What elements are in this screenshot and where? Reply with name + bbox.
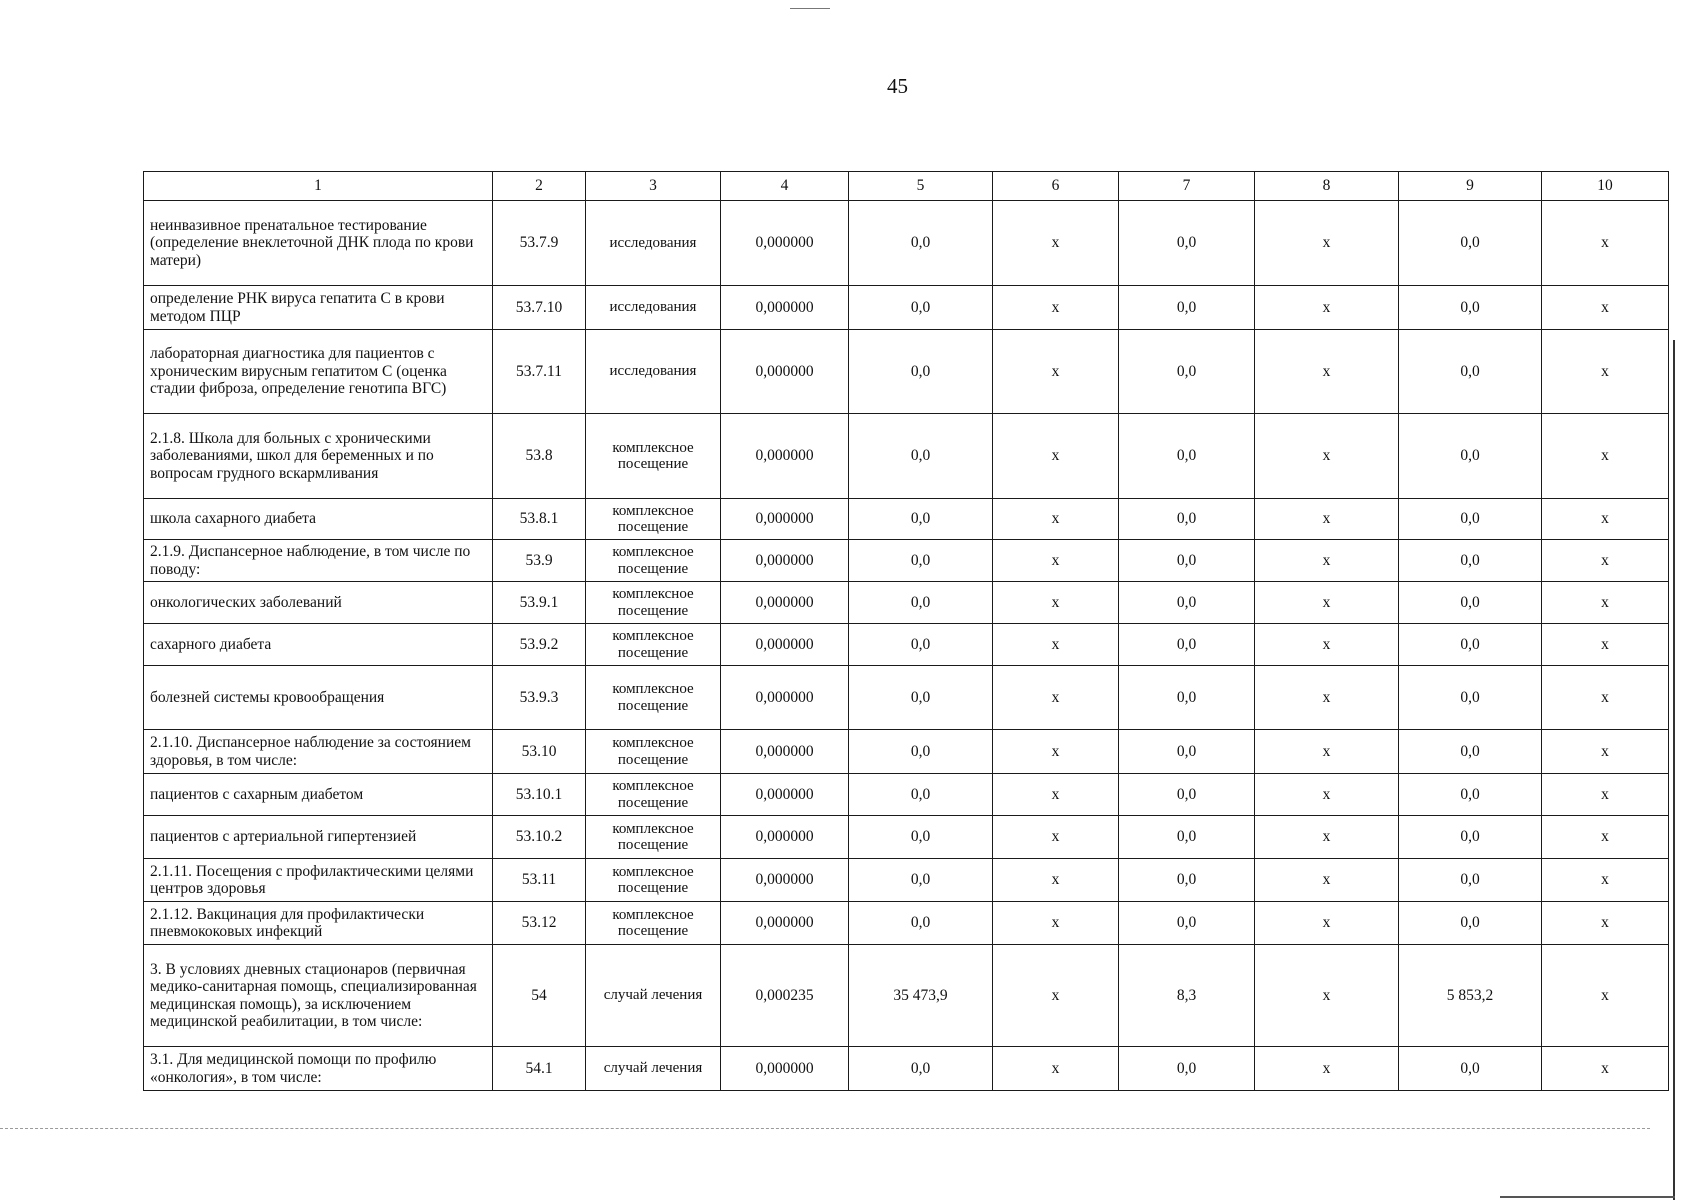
header-cell-9: 9 bbox=[1399, 172, 1542, 201]
cell-name: пациентов с артериальной гипертензией bbox=[144, 816, 493, 859]
cell-unit: исследования bbox=[586, 286, 721, 330]
cell-col6: х bbox=[993, 624, 1119, 666]
cell-col8: х bbox=[1255, 859, 1399, 902]
cell-col5: 0,0 bbox=[849, 201, 993, 286]
table-row bbox=[144, 945, 1669, 1047]
cell-unit: комплексное посещение bbox=[586, 816, 721, 859]
table-row bbox=[144, 582, 1669, 624]
cell-col6: х bbox=[993, 859, 1119, 902]
cell-unit: комплексное посещение bbox=[586, 499, 721, 540]
cell-col7: 0,0 bbox=[1119, 1047, 1255, 1091]
cell-col7: 0,0 bbox=[1119, 330, 1255, 414]
cell-col5: 0,0 bbox=[849, 499, 993, 540]
cell-col9: 0,0 bbox=[1399, 816, 1542, 859]
cell-col4: 0,000000 bbox=[721, 330, 849, 414]
cell-col5: 0,0 bbox=[849, 286, 993, 330]
cell-col4: 0,000000 bbox=[721, 859, 849, 902]
cell-col8: х bbox=[1255, 582, 1399, 624]
cell-unit: комплексное посещение bbox=[586, 730, 721, 774]
cell-col10: х bbox=[1542, 499, 1669, 540]
cell-col5: 35 473,9 bbox=[849, 945, 993, 1047]
cell-col6: х bbox=[993, 730, 1119, 774]
cell-col9: 0,0 bbox=[1399, 859, 1542, 902]
table-body bbox=[144, 172, 1669, 1091]
cell-col5: 0,0 bbox=[849, 902, 993, 945]
cell-col10: х bbox=[1542, 859, 1669, 902]
cell-name: онкологических заболеваний bbox=[144, 582, 493, 624]
cell-col10: х bbox=[1542, 902, 1669, 945]
cell-col5: 0,0 bbox=[849, 1047, 993, 1091]
cell-code: 54 bbox=[493, 945, 586, 1047]
cell-col8: х bbox=[1255, 945, 1399, 1047]
header-cell-8: 8 bbox=[1255, 172, 1399, 201]
cell-col7: 0,0 bbox=[1119, 730, 1255, 774]
cell-unit: комплексное посещение bbox=[586, 414, 721, 499]
cell-name: 2.1.11. Посещения с профилактическими целями центров здоровья bbox=[144, 859, 493, 902]
cell-col10: х bbox=[1542, 774, 1669, 816]
cell-col5: 0,0 bbox=[849, 624, 993, 666]
cell-col4: 0,000000 bbox=[721, 816, 849, 859]
table-row bbox=[144, 730, 1669, 774]
cell-col10: х bbox=[1542, 730, 1669, 774]
cell-col7: 0,0 bbox=[1119, 624, 1255, 666]
cell-col6: х bbox=[993, 582, 1119, 624]
cell-code: 53.12 bbox=[493, 902, 586, 945]
cell-code: 53.7.9 bbox=[493, 201, 586, 286]
cell-col9: 0,0 bbox=[1399, 624, 1542, 666]
cell-unit: комплексное посещение bbox=[586, 902, 721, 945]
cell-unit: комплексное посещение bbox=[586, 540, 721, 582]
cell-unit: исследования bbox=[586, 330, 721, 414]
table-row bbox=[144, 1047, 1669, 1091]
cell-col6: х bbox=[993, 1047, 1119, 1091]
cell-col8: х bbox=[1255, 666, 1399, 730]
cell-col5: 0,0 bbox=[849, 730, 993, 774]
cell-name: сахарного диабета bbox=[144, 624, 493, 666]
table-row bbox=[144, 774, 1669, 816]
cell-code: 53.9.2 bbox=[493, 624, 586, 666]
cell-unit: комплексное посещение bbox=[586, 666, 721, 730]
cell-col4: 0,000000 bbox=[721, 582, 849, 624]
header-cell-1: 1 bbox=[144, 172, 493, 201]
cell-col7: 0,0 bbox=[1119, 859, 1255, 902]
cell-name: лабораторная диагностика для пациентов с хроническим вирусным гепатитом С (оценка стадии фиброза, определение генотипа ВГС) bbox=[144, 330, 493, 414]
cell-code: 53.8.1 bbox=[493, 499, 586, 540]
cell-code: 53.9.1 bbox=[493, 582, 586, 624]
cell-col8: х bbox=[1255, 1047, 1399, 1091]
cell-code: 53.11 bbox=[493, 859, 586, 902]
cell-col4: 0,000000 bbox=[721, 1047, 849, 1091]
cell-unit: исследования bbox=[586, 201, 721, 286]
cell-col10: х bbox=[1542, 201, 1669, 286]
cell-name: 2.1.10. Диспансерное наблюдение за состоянием здоровья, в том числе: bbox=[144, 730, 493, 774]
cell-name: неинвазивное пренатальное тестирование (определение внеклеточной ДНК плода по крови матери) bbox=[144, 201, 493, 286]
cell-code: 53.10 bbox=[493, 730, 586, 774]
cell-unit: комплексное посещение bbox=[586, 624, 721, 666]
cell-code: 53.10.1 bbox=[493, 774, 586, 816]
scan-artifact-bottom bbox=[1500, 1196, 1675, 1198]
cell-name: определение РНК вируса гепатита С в крови методом ПЦР bbox=[144, 286, 493, 330]
header-cell-4: 4 bbox=[721, 172, 849, 201]
cell-col9: 0,0 bbox=[1399, 499, 1542, 540]
cell-col8: х bbox=[1255, 774, 1399, 816]
cell-col6: х bbox=[993, 774, 1119, 816]
cell-col9: 5 853,2 bbox=[1399, 945, 1542, 1047]
cell-col6: х bbox=[993, 414, 1119, 499]
cell-col9: 0,0 bbox=[1399, 1047, 1542, 1091]
cell-unit: комплексное посещение bbox=[586, 859, 721, 902]
cell-col10: х bbox=[1542, 624, 1669, 666]
table-row bbox=[144, 499, 1669, 540]
header-cell-6: 6 bbox=[993, 172, 1119, 201]
cell-col10: х bbox=[1542, 582, 1669, 624]
cell-name: школа сахарного диабета bbox=[144, 499, 493, 540]
cell-col10: х bbox=[1542, 816, 1669, 859]
cell-col6: х bbox=[993, 816, 1119, 859]
cell-col8: х bbox=[1255, 330, 1399, 414]
cell-col8: х bbox=[1255, 201, 1399, 286]
cell-col7: 0,0 bbox=[1119, 666, 1255, 730]
cell-col5: 0,0 bbox=[849, 330, 993, 414]
cell-col7: 0,0 bbox=[1119, 540, 1255, 582]
cell-col9: 0,0 bbox=[1399, 774, 1542, 816]
table-row bbox=[144, 816, 1669, 859]
cell-code: 53.7.11 bbox=[493, 330, 586, 414]
table-header-row bbox=[144, 172, 1669, 201]
cell-col8: х bbox=[1255, 730, 1399, 774]
cell-col8: х bbox=[1255, 286, 1399, 330]
cell-col8: х bbox=[1255, 816, 1399, 859]
header-cell-2: 2 bbox=[493, 172, 586, 201]
cell-col4: 0,000000 bbox=[721, 666, 849, 730]
cell-col10: х bbox=[1542, 945, 1669, 1047]
cell-name: 2.1.9. Диспансерное наблюдение, в том числе по поводу: bbox=[144, 540, 493, 582]
cell-col7: 0,0 bbox=[1119, 499, 1255, 540]
cell-col7: 0,0 bbox=[1119, 414, 1255, 499]
table-row bbox=[144, 414, 1669, 499]
cell-col6: х bbox=[993, 201, 1119, 286]
cell-col7: 0,0 bbox=[1119, 816, 1255, 859]
cell-col4: 0,000000 bbox=[721, 540, 849, 582]
data-table bbox=[143, 171, 1669, 1091]
cell-code: 53.7.10 bbox=[493, 286, 586, 330]
cell-col4: 0,000235 bbox=[721, 945, 849, 1047]
cell-col7: 0,0 bbox=[1119, 902, 1255, 945]
cell-col6: х bbox=[993, 330, 1119, 414]
cell-col10: х bbox=[1542, 1047, 1669, 1091]
cell-col9: 0,0 bbox=[1399, 730, 1542, 774]
scan-artifact-dashes bbox=[0, 1128, 1650, 1129]
cell-col4: 0,000000 bbox=[721, 730, 849, 774]
cell-col5: 0,0 bbox=[849, 816, 993, 859]
cell-col5: 0,0 bbox=[849, 414, 993, 499]
cell-col4: 0,000000 bbox=[721, 286, 849, 330]
cell-col6: х bbox=[993, 286, 1119, 330]
cell-col6: х bbox=[993, 499, 1119, 540]
cell-name: 2.1.8. Школа для больных с хроническими заболеваниями, школ для беременных и по вопросам грудного вскармливания bbox=[144, 414, 493, 499]
cell-unit: комплексное посещение bbox=[586, 774, 721, 816]
cell-name: 3.1. Для медицинской помощи по профилю «онкология», в том числе: bbox=[144, 1047, 493, 1091]
table-row bbox=[144, 540, 1669, 582]
cell-name: 3. В условиях дневных стационаров (первичная медико-санитарная помощь, специализированная медицинская помощь), за исключением медицинской реабилитации, в том числе: bbox=[144, 945, 493, 1047]
header-cell-5: 5 bbox=[849, 172, 993, 201]
cell-col4: 0,000000 bbox=[721, 902, 849, 945]
cell-col9: 0,0 bbox=[1399, 582, 1542, 624]
cell-name: пациентов с сахарным диабетом bbox=[144, 774, 493, 816]
cell-code: 53.9.3 bbox=[493, 666, 586, 730]
cell-col9: 0,0 bbox=[1399, 414, 1542, 499]
cell-col4: 0,000000 bbox=[721, 499, 849, 540]
table-row bbox=[144, 330, 1669, 414]
table-row bbox=[144, 902, 1669, 945]
cell-code: 53.10.2 bbox=[493, 816, 586, 859]
cell-col6: х bbox=[993, 666, 1119, 730]
cell-col8: х bbox=[1255, 624, 1399, 666]
cell-col9: 0,0 bbox=[1399, 330, 1542, 414]
cell-col5: 0,0 bbox=[849, 774, 993, 816]
cell-code: 53.8 bbox=[493, 414, 586, 499]
cell-col5: 0,0 bbox=[849, 540, 993, 582]
header-cell-3: 3 bbox=[586, 172, 721, 201]
table-row bbox=[144, 666, 1669, 730]
cell-col8: х bbox=[1255, 414, 1399, 499]
cell-unit: комплексное посещение bbox=[586, 582, 721, 624]
cell-col4: 0,000000 bbox=[721, 414, 849, 499]
cell-col10: х bbox=[1542, 666, 1669, 730]
cell-col10: х bbox=[1542, 330, 1669, 414]
cell-col10: х bbox=[1542, 414, 1669, 499]
page-number: 45 bbox=[887, 74, 908, 98]
cell-col9: 0,0 bbox=[1399, 902, 1542, 945]
cell-col6: х bbox=[993, 540, 1119, 582]
cell-code: 54.1 bbox=[493, 1047, 586, 1091]
table-row bbox=[144, 286, 1669, 330]
table-row bbox=[144, 624, 1669, 666]
cell-col8: х bbox=[1255, 902, 1399, 945]
scan-artifact-edge bbox=[1673, 340, 1675, 1200]
header-cell-10: 10 bbox=[1542, 172, 1669, 201]
cell-col4: 0,000000 bbox=[721, 201, 849, 286]
cell-name: 2.1.12. Вакцинация для профилактически пневмококовых инфекций bbox=[144, 902, 493, 945]
cell-col6: х bbox=[993, 945, 1119, 1047]
cell-col7: 0,0 bbox=[1119, 286, 1255, 330]
table-row bbox=[144, 201, 1669, 286]
cell-unit: случай лечения bbox=[586, 1047, 721, 1091]
cell-col9: 0,0 bbox=[1399, 666, 1542, 730]
cell-col9: 0,0 bbox=[1399, 540, 1542, 582]
header-cell-7: 7 bbox=[1119, 172, 1255, 201]
cell-code: 53.9 bbox=[493, 540, 586, 582]
cell-col4: 0,000000 bbox=[721, 624, 849, 666]
table-row bbox=[144, 859, 1669, 902]
cell-col10: х bbox=[1542, 286, 1669, 330]
cell-col4: 0,000000 bbox=[721, 774, 849, 816]
cell-col5: 0,0 bbox=[849, 582, 993, 624]
cell-col8: х bbox=[1255, 499, 1399, 540]
cell-col5: 0,0 bbox=[849, 666, 993, 730]
cell-col8: х bbox=[1255, 540, 1399, 582]
cell-col7: 0,0 bbox=[1119, 774, 1255, 816]
cell-col9: 0,0 bbox=[1399, 286, 1542, 330]
scan-artifact-top bbox=[790, 8, 830, 9]
cell-col9: 0,0 bbox=[1399, 201, 1542, 286]
cell-col7: 0,0 bbox=[1119, 201, 1255, 286]
cell-col7: 8,3 bbox=[1119, 945, 1255, 1047]
cell-unit: случай лечения bbox=[586, 945, 721, 1047]
cell-col5: 0,0 bbox=[849, 859, 993, 902]
cell-col6: х bbox=[993, 902, 1119, 945]
cell-col7: 0,0 bbox=[1119, 582, 1255, 624]
cell-name: болезней системы кровообращения bbox=[144, 666, 493, 730]
cell-col10: х bbox=[1542, 540, 1669, 582]
